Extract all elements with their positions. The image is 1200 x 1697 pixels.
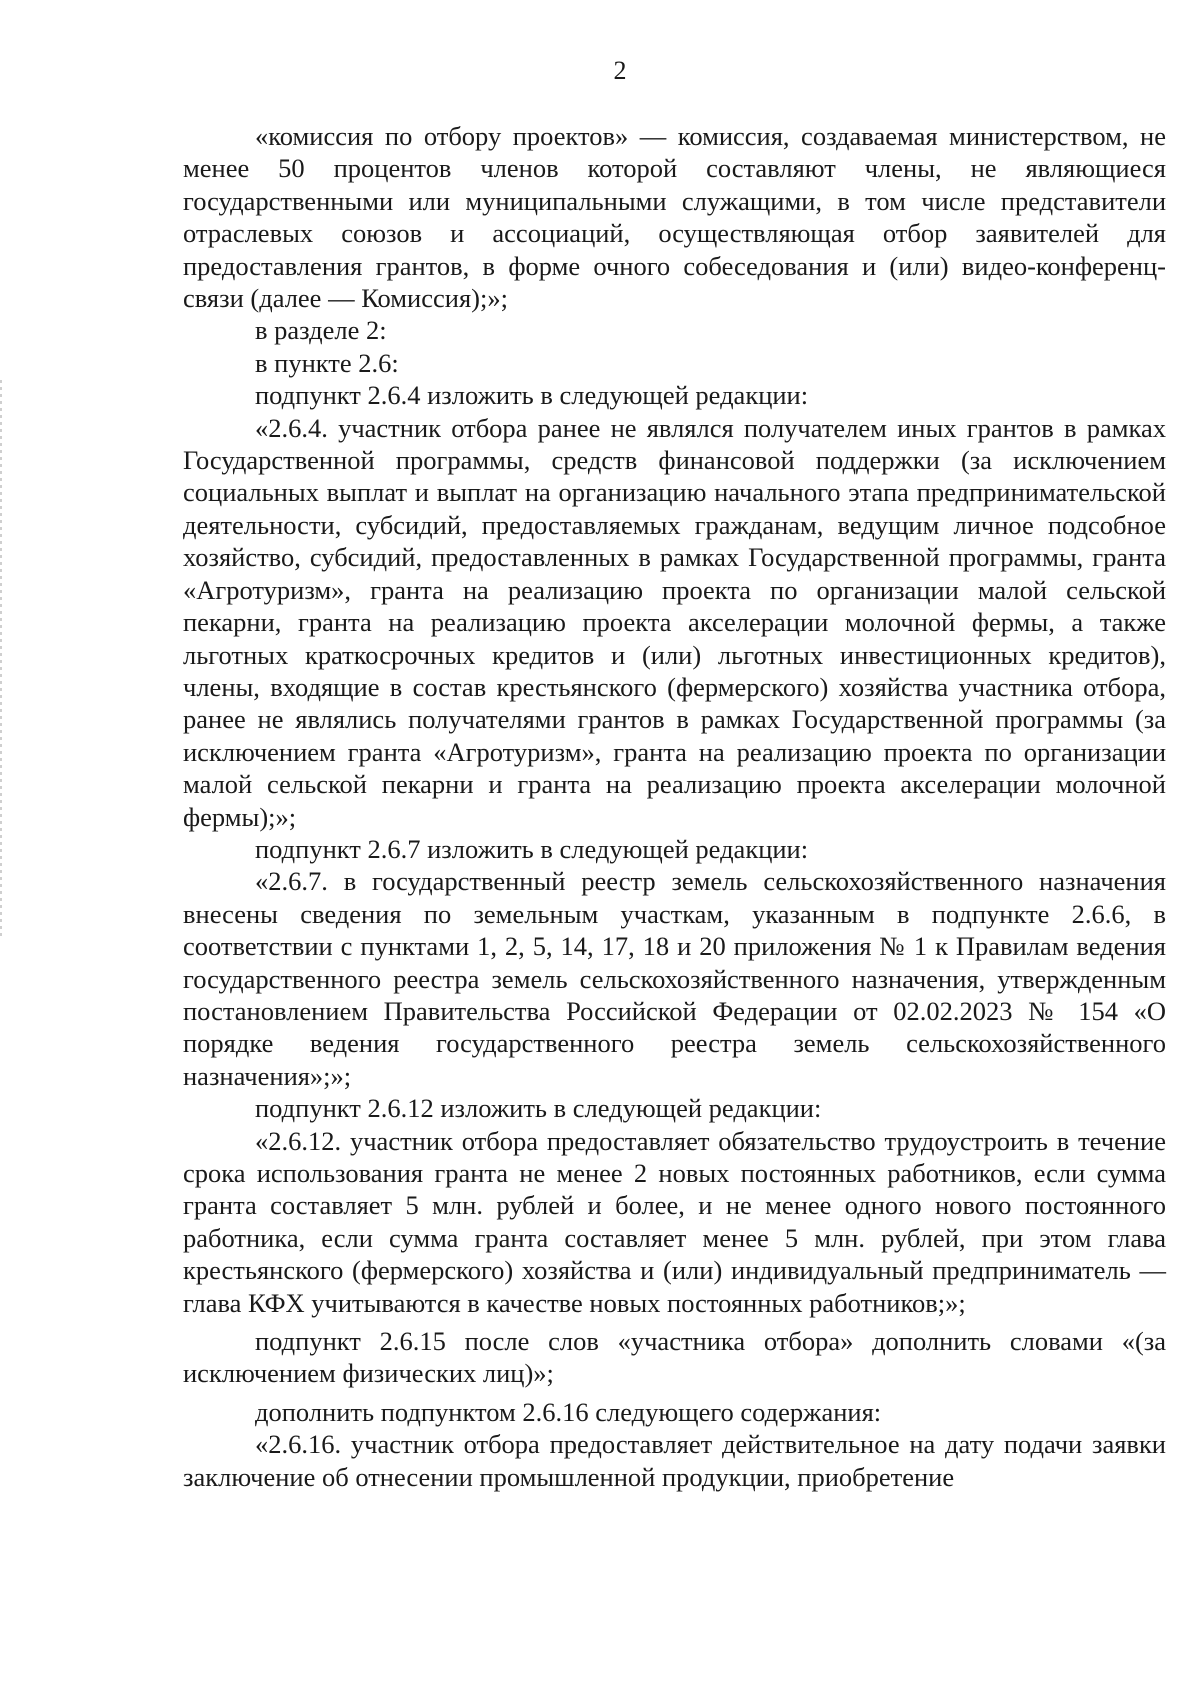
paragraph-subpoint-2-6-4-text: «2.6.4. участник отбора ранее не являлся получателем иных грантов в рамках Государственной программы, средств финансовой поддержки (за исключением социальных выплат и выплат на организацию начального этапа предпринимательской деятельности, субсидий, предоставляемых гражданам, ведущим личное подсобное хозяйство, субсидий, предоставленных в рамках Государственной программы, гранта «Агротуризм», гранта на реализацию проекта по организации малой сельской пекарни, гранта на реализацию проекта акселерации молочной фермы, а также льготных краткосрочных кредитов и (или) льготных инвестиционных кредитов), члены, входящие в состав крестьянского (фермерского) хозяйства участника отбора, ранее не являлись получателями грантов в рамках Государственной программы (за исключением гранта «Агротуризм», гранта на реализацию проекта по организации малой сельской пекарни и гранта на реализацию проекта акселерации молочной фермы);»;: [183, 412, 1166, 832]
paragraph-subpoint-2-6-7-intro: подпункт 2.6.7 изложить в следующей редакции:: [255, 833, 809, 864]
scan-edge-artifact: [0, 380, 2, 940]
paragraph-subpoint-2-6-15: подпункт 2.6.15 после слов «участника отбора» дополнить словами «(за исключением физических лиц)»;: [183, 1326, 1166, 1389]
paragraph-subpoint-2-6-4-intro: подпункт 2.6.4 изложить в следующей редакции:: [255, 380, 809, 411]
paragraph-subpoint-2-6-12-intro: подпункт 2.6.12 изложить в следующей редакции:: [255, 1093, 822, 1124]
paragraph-section-2: в разделе 2:: [255, 315, 387, 346]
paragraph-subpoint-2-6-16-text: «2.6.16. участник отбора предоставляет действительное на дату подачи заявки заключение об отнесении промышленной продукции, приобретение: [183, 1429, 1166, 1492]
paragraph-subpoint-2-6-12-text: «2.6.12. участник отбора предоставляет обязательство трудоустроить в течение срока использования гранта не менее 2 новых постоянных работников, если сумма гранта составляет 5 млн. рублей и более, и не менее одного нового постоянного работника, если сумма гранта составляет менее 5 млн. рублей, при этом глава крестьянского (фермерского) хозяйства и (или) индивидуальный предприниматель — глава КФХ учитываются в качестве новых постоянных работников;»;: [183, 1125, 1166, 1318]
document-body: [183, 120, 1166, 1493]
paragraph-point-2-6: в пункте 2.6:: [255, 347, 399, 378]
paragraph-subpoint-2-6-16-intro: дополнить подпунктом 2.6.16 следующего содержания:: [255, 1396, 882, 1427]
page-number: 2: [613, 56, 627, 85]
paragraph-commission-definition: «комиссия по отбору проектов» — комиссия, создаваемая министерством, не менее 50 процентов членов которой составляют члены, не являющиеся государственными или муниципальными служащими, в том числе представители отраслевых союзов и ассоциаций, осуществляющая отбор заявителей для предоставления грантов, в форме очного собеседования и (или) видео-конференц-связи (далее — Комиссия);»;: [183, 121, 1166, 314]
paragraph-subpoint-2-6-7-text: «2.6.7. в государственный реестр земель сельскохозяйственного назначения внесены сведения по земельным участкам, указанным в подпункте 2.6.6, в соответствии с пунктами 1, 2, 5, 14, 17, 18 и 20 приложения № 1 к Правилам ведения государственного реестра земель сельскохозяйственного назначения, утвержденным постановлением Правительства Российской Федерации от 02.02.2023 № 154 «О порядке ведения государственного реестра земель сельскохозяйственного назначения»;»;: [183, 866, 1166, 1091]
